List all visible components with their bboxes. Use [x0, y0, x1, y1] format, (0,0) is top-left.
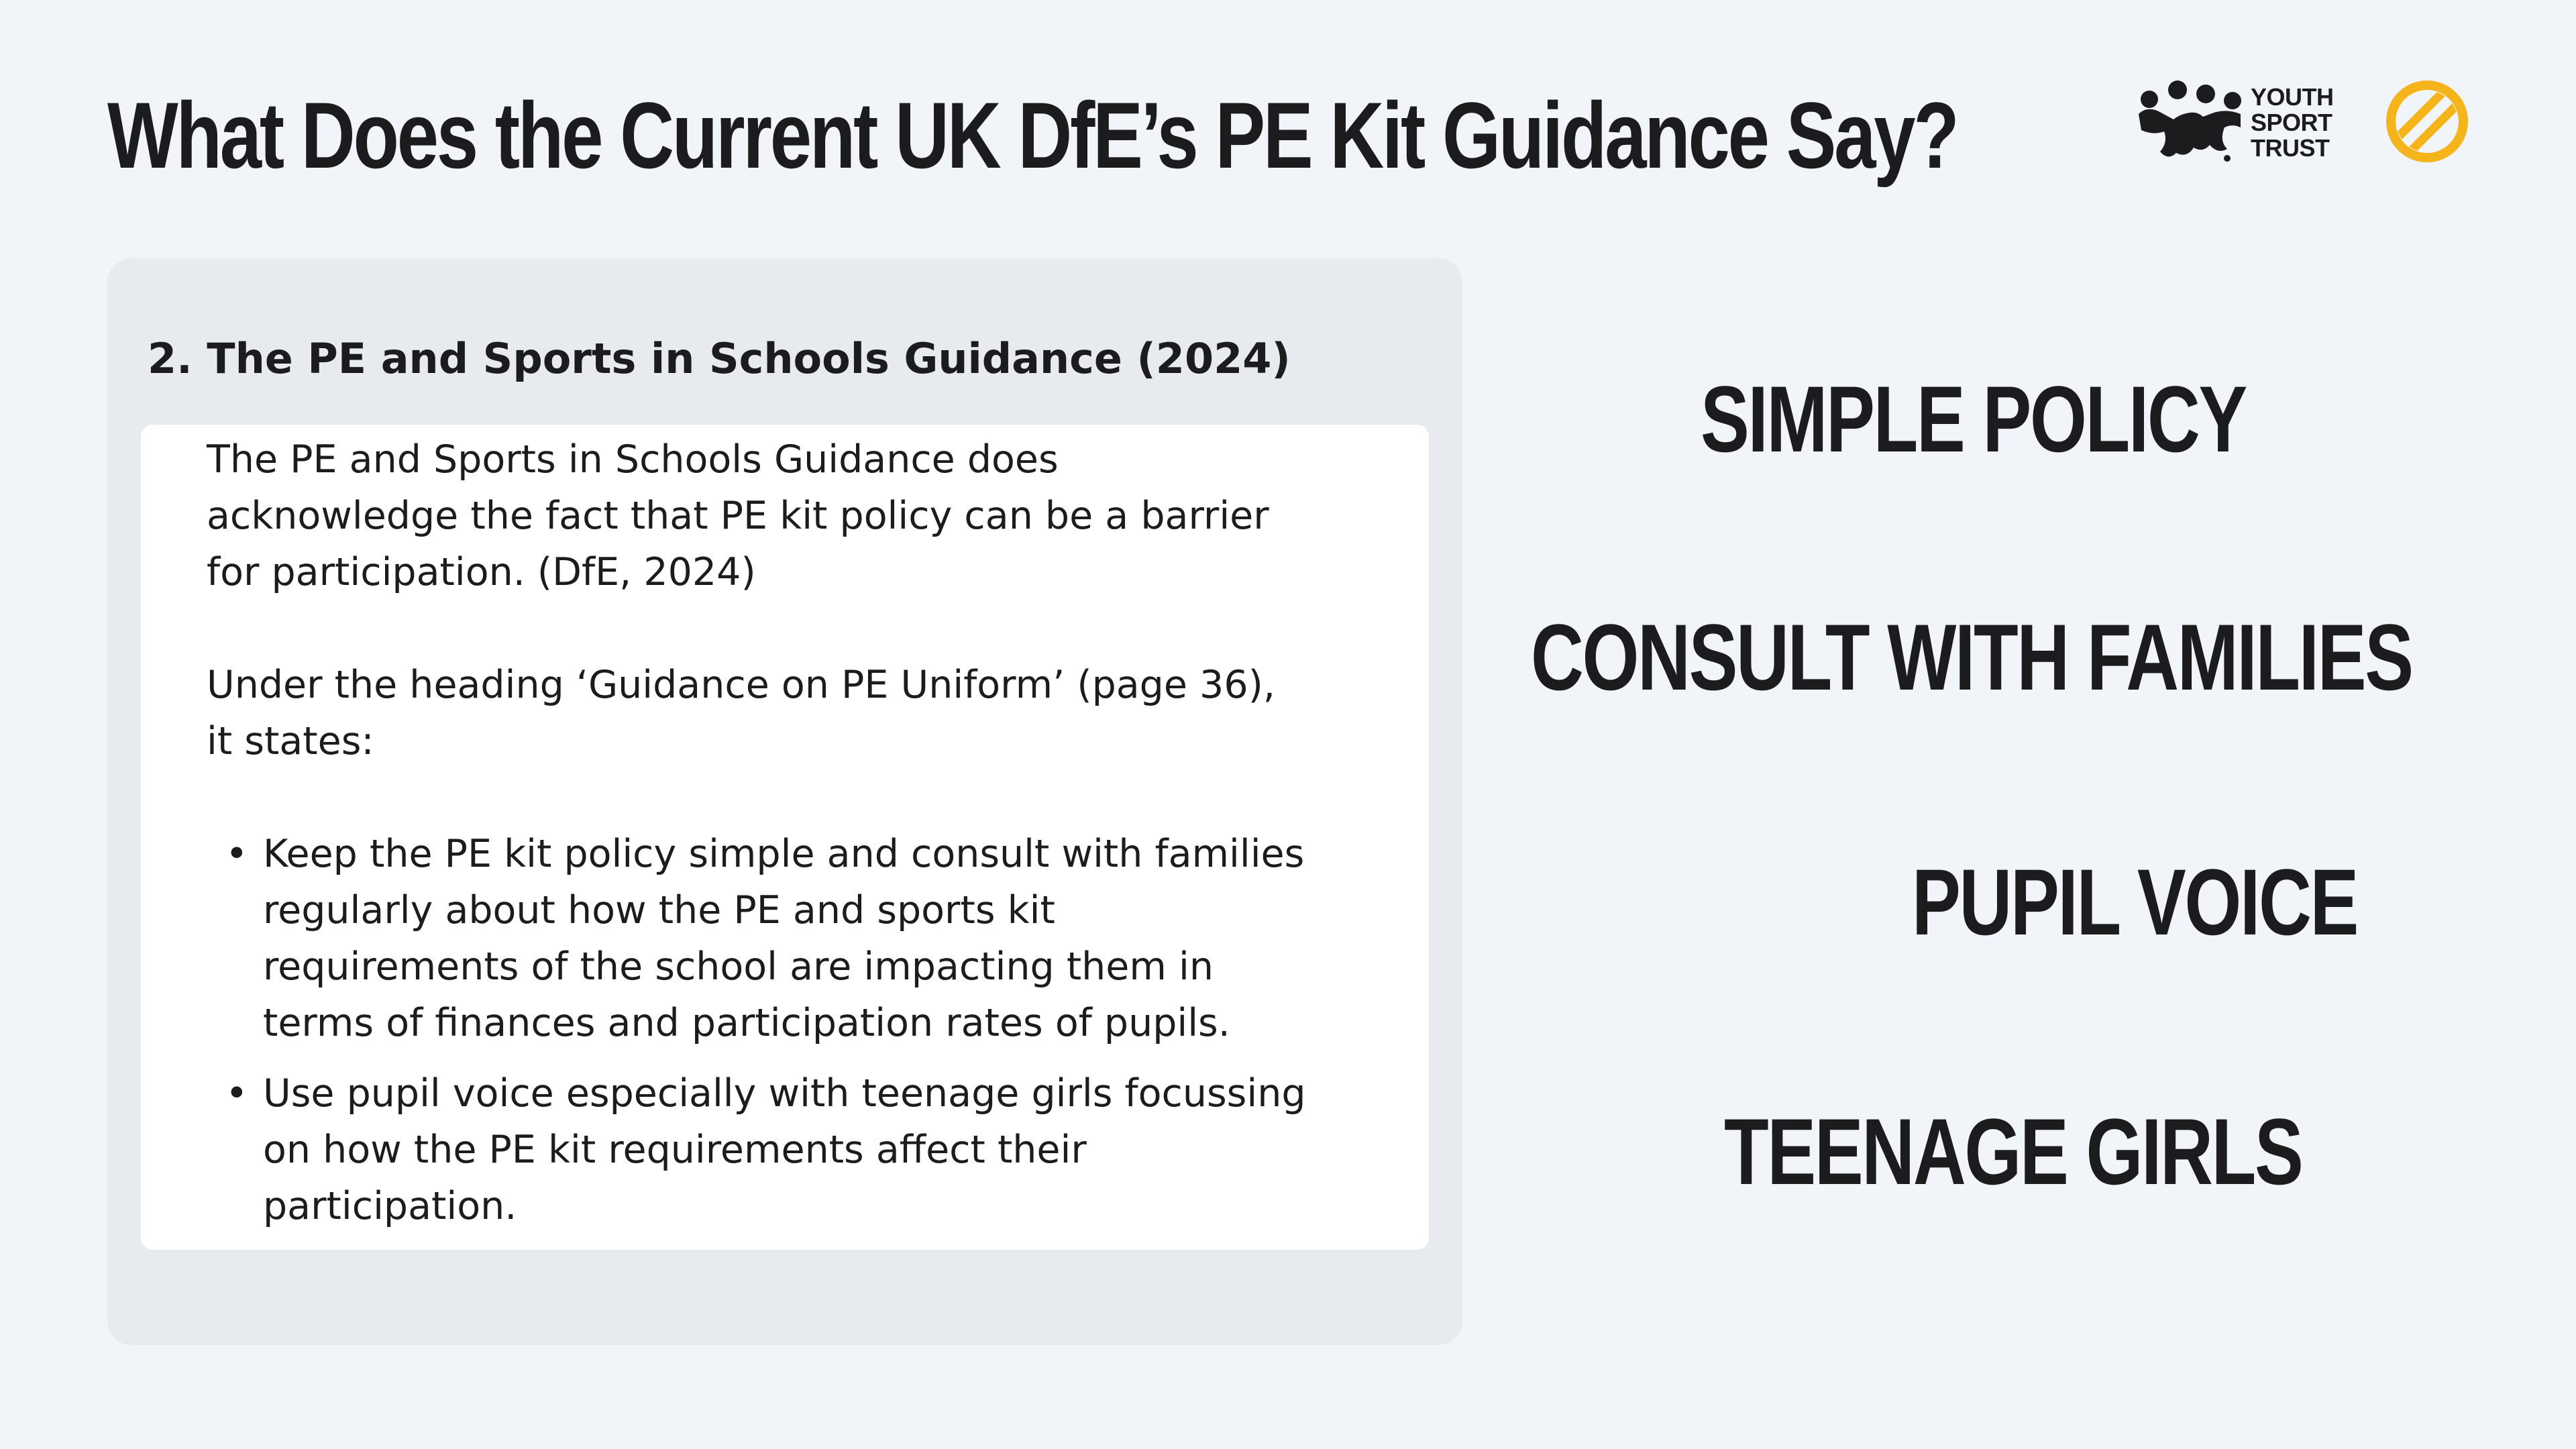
bullet-text: Keep the PE kit policy simple and consult with families regularly about how the PE and sports kit requirements of the school are impacting them in terms of finances and participation rates of pupils. — [263, 832, 1305, 1045]
people-group-icon — [2133, 79, 2247, 166]
keyword-simple-policy: SIMPLE POLICY — [1701, 366, 2246, 472]
youth-sport-trust-wordmark — [2251, 85, 2334, 161]
card-body — [141, 425, 1429, 1250]
guidance-card — [107, 258, 1462, 1345]
logo-line-youth: YOUTH — [2251, 83, 2334, 111]
keyword-pupil-voice: PUPIL VOICE — [1912, 849, 2358, 955]
guidance-bullet-list — [207, 826, 1307, 1234]
intro-paragraph: The PE and Sports in Schools Guidance does acknowledge the fact that PE kit policy can be a barrier for participation. (DfE, 2024) — [207, 437, 1269, 594]
card-heading: 2. The PE and Sports in Schools Guidance (2024) — [148, 334, 1291, 383]
keyword-consult-with-families: CONSULT WITH FAMILIES — [1531, 604, 2412, 710]
striped-circle-logo-icon — [2385, 79, 2469, 164]
bullet-text: Use pupil voice especially with teenage girls focussing on how the PE kit requirements affect their participation. — [263, 1071, 1306, 1228]
logo-line-sport: SPORT — [2251, 109, 2332, 136]
heading-paragraph: Under the heading ‘Guidance on PE Uniform’ (page 36), it states: — [207, 663, 1275, 763]
bullet-icon: • — [225, 832, 248, 876]
list-item — [207, 1065, 1307, 1234]
keyword-teenage-girls: TEENAGE GIRLS — [1724, 1099, 2302, 1204]
slide-title: What Does the Current UK DfE’s PE Kit Guidance Say? — [107, 83, 1957, 188]
guidance-text — [207, 431, 1307, 1234]
list-item — [207, 826, 1307, 1051]
logo-line-trust: TRUST — [2251, 134, 2330, 162]
youth-sport-trust-logo — [2133, 79, 2355, 166]
bullet-icon: • — [225, 1071, 248, 1116]
